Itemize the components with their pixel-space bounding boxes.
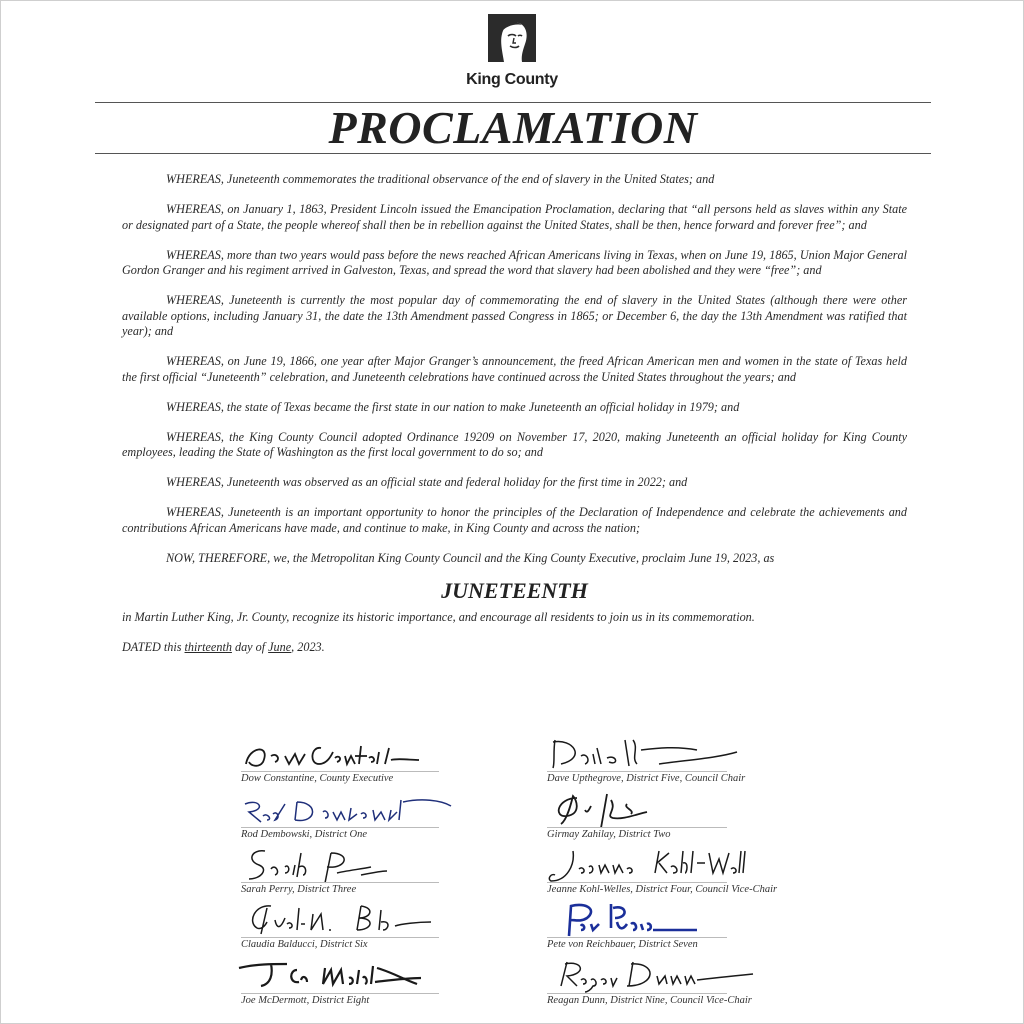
handwritten-signature-icon	[241, 900, 441, 942]
signature-line	[241, 882, 439, 883]
signature-line	[547, 993, 727, 994]
handwritten-signature-icon	[547, 790, 747, 832]
signatory-name: Dave Upthegrove, District Five, Council Chair	[547, 773, 746, 784]
dated-prefix: DATED this	[122, 639, 182, 654]
signatory-name: Rod Dembowski, District One	[241, 829, 367, 840]
proclaimed-day-heading: JUNETEENTH	[441, 577, 588, 603]
handwritten-signature-icon	[547, 956, 747, 998]
signatory-name: Claudia Balducci, District Six	[241, 939, 368, 950]
handwritten-signature-icon	[547, 900, 747, 942]
signature-line	[241, 771, 439, 772]
signatory-name: Dow Constantine, County Executive	[241, 773, 394, 784]
signature-line	[547, 937, 727, 938]
signature-girmay-zahilay	[547, 790, 747, 845]
dated-day: thirteenth	[184, 639, 232, 654]
now-therefore-paragraph: NOW, THEREFORE, we, the Metropolitan King County Council and the King County Executive, proclaim June 19, 2023, as	[166, 550, 775, 565]
signature-line	[241, 937, 439, 938]
signature-line	[241, 827, 439, 828]
dated-suffix: , 2023.	[291, 639, 325, 654]
whereas-paragraph-3: WHEREAS, more than two years would pass before the news reached African Americans living in Texas, when on June 19, 1865, Union Major General Gordon Granger and his regiment arrived in Galveston, Texas, and spread the word that slavery had been abolished and they were “free”; and	[122, 247, 907, 277]
handwritten-signature-icon	[547, 845, 747, 887]
whereas-paragraph-9: WHEREAS, Juneteenth is an important opportunity to honor the principles of the Declaration of Independence and celebrate the achievements and contributions African Americans have made, and continue to make, in King County and across the nation;	[122, 505, 907, 535]
signature-sarah-perry	[241, 845, 441, 900]
handwritten-signature-icon	[241, 790, 441, 832]
signatory-name: Pete von Reichbauer, District Seven	[547, 939, 698, 950]
whereas-paragraph-6: WHEREAS, the state of Texas became the first state in our nation to make Juneteenth an official holiday in 1979; and	[166, 399, 740, 414]
signatory-name: Sarah Perry, District Three	[241, 884, 357, 895]
whereas-paragraph-7: WHEREAS, the King County Council adopted Ordinance 19209 on November 17, 2020, making Juneteenth an official holiday for King County employees, leading the State of Washington as the first local government to do so; and	[122, 429, 907, 459]
king-county-logo	[1, 14, 1023, 89]
signature-jeanne-kohl-welles	[547, 845, 778, 900]
whereas-paragraph-4: WHEREAS, Juneteenth is currently the most popular day of commemorating the end of slavery in the United States (although there were other available options, including January 31, the date the 13th Amendment passed Congress in 1865; or December 6, the day the 13th Amendment was ratified that year); and	[122, 293, 907, 338]
signature-dow-constantine	[241, 734, 441, 789]
signature-joe-mcdermott	[241, 956, 441, 1011]
signature-reagan-dunn	[547, 956, 752, 1011]
page-title: PROCLAMATION	[328, 102, 698, 153]
whereas-paragraph-5: WHEREAS, on June 19, 1866, one year after Major Granger’s announcement, the freed African American men and women in the state of Texas held the first official “Juneteenth” celebration, and Juneteenth celebrations have continued across the United States throughout the years; and	[122, 354, 907, 384]
signatory-name: Girmay Zahilay, District Two	[547, 829, 671, 840]
signatory-name: Reagan Dunn, District Nine, Council Vice-Chair	[547, 995, 752, 1006]
whereas-paragraph-1: WHEREAS, Juneteenth commemorates the traditional observance of the end of slavery in the United States; and	[166, 172, 715, 186]
signature-pete-von-reichbauer	[547, 900, 747, 955]
signature-line	[547, 827, 727, 828]
handwritten-signature-icon	[241, 956, 441, 998]
handwritten-signature-icon	[241, 734, 441, 776]
whereas-paragraph-2: WHEREAS, on January 1, 1863, President Lincoln issued the Emancipation Proclamation, declaring that “all persons held as slaves within any State or designated part of a State, the people whereof shall then be in rebellion against the United States, shall be then, hence forward and forever free”; and	[122, 202, 907, 232]
signatory-name: Jeanne Kohl-Welles, District Four, Council Vice-Chair	[547, 884, 778, 895]
title-rule-bottom	[95, 153, 931, 154]
signature-claudia-balducci	[241, 900, 441, 955]
signatory-name: Joe McDermott, District Eight	[241, 995, 370, 1006]
signature-rod-dembowski	[241, 790, 441, 845]
mlk-portrait-logo-icon	[488, 14, 536, 62]
signature-line	[547, 882, 727, 883]
handwritten-signature-icon	[241, 845, 441, 887]
dated-middle: day of	[234, 639, 266, 654]
org-name: King County	[466, 71, 558, 88]
dated-month: June	[268, 639, 292, 654]
signature-dave-upthegrove	[547, 734, 747, 789]
whereas-paragraph-8: WHEREAS, Juneteenth was observed as an official state and federal holiday for the first time in 2022; and	[166, 475, 688, 489]
proclamation-body	[122, 172, 907, 670]
dated-line	[122, 640, 907, 656]
signature-line	[547, 771, 727, 772]
handwritten-signature-icon	[547, 734, 747, 776]
closing-paragraph: in Martin Luther King, Jr. County, recognize its historic importance, and encourage all residents to join us in its commemoration.	[122, 609, 755, 624]
signature-line	[241, 993, 439, 994]
